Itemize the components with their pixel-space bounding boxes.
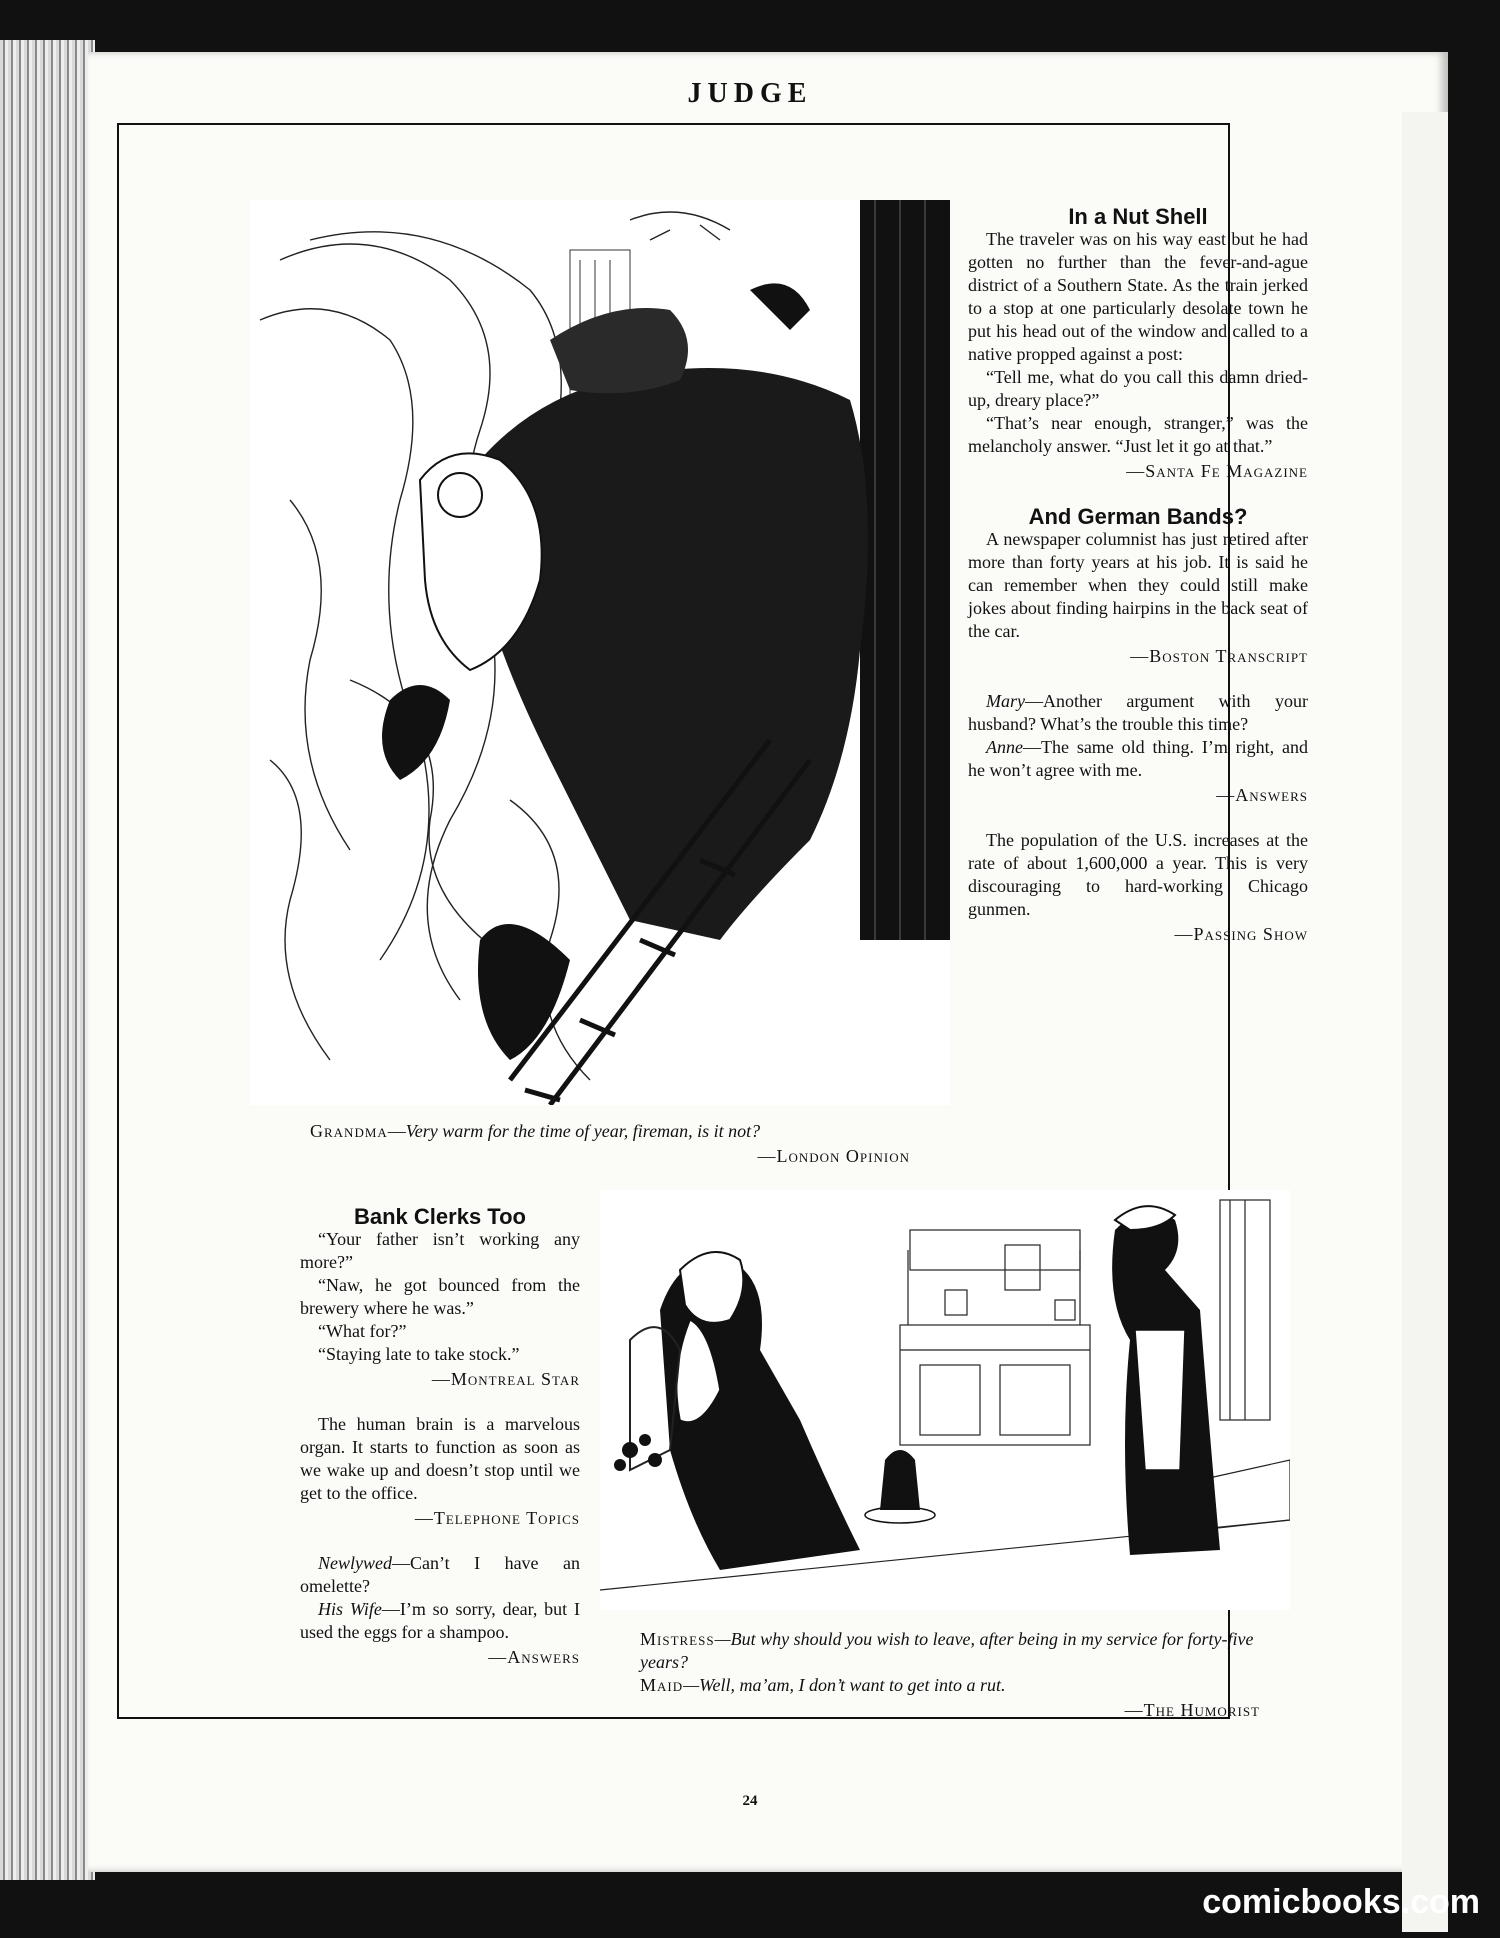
mistress-line: Mistress—But why should you wish to leave, after being in my service for forty-five years?	[640, 1629, 1254, 1672]
newlywed-source: —Answers	[488, 1647, 580, 1667]
bank-clerks-title: Bank Clerks Too	[354, 1204, 526, 1229]
caption-line: Very warm for the time of year, fireman, is it not?	[405, 1121, 761, 1141]
brain-source: —Telephone Topics	[414, 1508, 580, 1528]
bank-clerks-p2: “Naw, he got bounced from the brewery where he was.”	[300, 1275, 580, 1318]
fireman-cartoon	[250, 200, 950, 1105]
site-watermark: comicbooks.com	[1202, 1883, 1480, 1921]
right-column	[968, 205, 1308, 946]
mary-line: Mary—Another argument with your husband? What’s the trouble this time?	[968, 691, 1308, 734]
brain-p1: The human brain is a marvelous organ. It starts to function as soon as we wake up and doesn’t stop until we get to the office.	[300, 1414, 580, 1503]
bank-clerks-source: —Montreal Star	[431, 1369, 580, 1389]
wife-name: His Wife	[318, 1599, 382, 1619]
german-bands-source: —Boston Transcript	[1130, 646, 1308, 666]
nut-shell-source: —Santa Fe Magazine	[1126, 461, 1308, 481]
nut-shell-p1: The traveler was on his way east but he had gotten no further than the fever-and-ague district of a Southern State. As the train jerked to a stop at one particularly desolate town he put his head out of the window and called to a native propped against a post:	[968, 229, 1308, 364]
nut-shell-p3: “That’s near enough, stranger,” was the melancholy answer. “Just let it go at that.”	[968, 413, 1308, 456]
maid-name: Maid	[640, 1675, 684, 1695]
mistress-maid-cartoon	[600, 1190, 1290, 1610]
newlywed-name: Newlywed	[318, 1553, 392, 1573]
caption-source: —London Opinion	[757, 1146, 910, 1166]
magazine-title: JUDGE	[687, 78, 813, 109]
population-source: —Passing Show	[1174, 924, 1308, 944]
nut-shell-title: In a Nut Shell	[1068, 204, 1208, 229]
mary-name: Mary	[986, 691, 1025, 711]
anne-line: Anne—The same old thing. I’m right, and he won’t agree with me.	[968, 737, 1308, 780]
wife-line: His Wife—I’m so sorry, dear, but I used the eggs for a shampoo.	[300, 1599, 580, 1642]
book-page-edges	[0, 40, 95, 1880]
german-bands-p1: A newspaper columnist has just retired after more than forty years at his job. It is said he can remember when they could still make jokes about finding hairpins in the back seat of the car.	[968, 529, 1308, 641]
adjacent-page-edge	[1402, 112, 1448, 1932]
german-bands-title: And German Bands?	[1028, 504, 1248, 529]
newlywed-line: Newlywed—Can’t I have an omelette?	[300, 1553, 580, 1596]
bank-clerks-p3: “What for?”	[318, 1321, 407, 1341]
page-number: 24	[742, 1793, 758, 1809]
mistress-maid-caption	[640, 1628, 1260, 1722]
nut-shell-p2: “Tell me, what do you call this damn dried-up, dreary place?”	[968, 367, 1308, 410]
population-p1: The population of the U.S. increases at the rate of about 1,600,000 a year. This is very discouraging to hard-working Chicago gunmen.	[968, 830, 1308, 919]
fireman-caption: Grandma—Very warm for the time of year, fireman, is it not? —London Opinion	[310, 1121, 910, 1166]
maid-line: Maid—Well, ma’am, I don’t want to get into a rut.	[640, 1675, 1006, 1695]
mary-anne-source: —Answers	[1216, 785, 1308, 805]
fireman-cartoon-drawing	[250, 200, 950, 1105]
bank-clerks-p1: “Your father isn’t working any more?”	[300, 1229, 580, 1272]
mistress-maid-drawing	[600, 1190, 1290, 1610]
mistress-maid-source: —The Humorist	[1124, 1700, 1260, 1720]
anne-name: Anne	[986, 737, 1023, 757]
left-column	[300, 1205, 580, 1669]
bank-clerks-p4: “Staying late to take stock.”	[318, 1344, 520, 1364]
caption-speaker: Grandma	[310, 1121, 388, 1141]
mistress-name: Mistress	[640, 1629, 715, 1649]
